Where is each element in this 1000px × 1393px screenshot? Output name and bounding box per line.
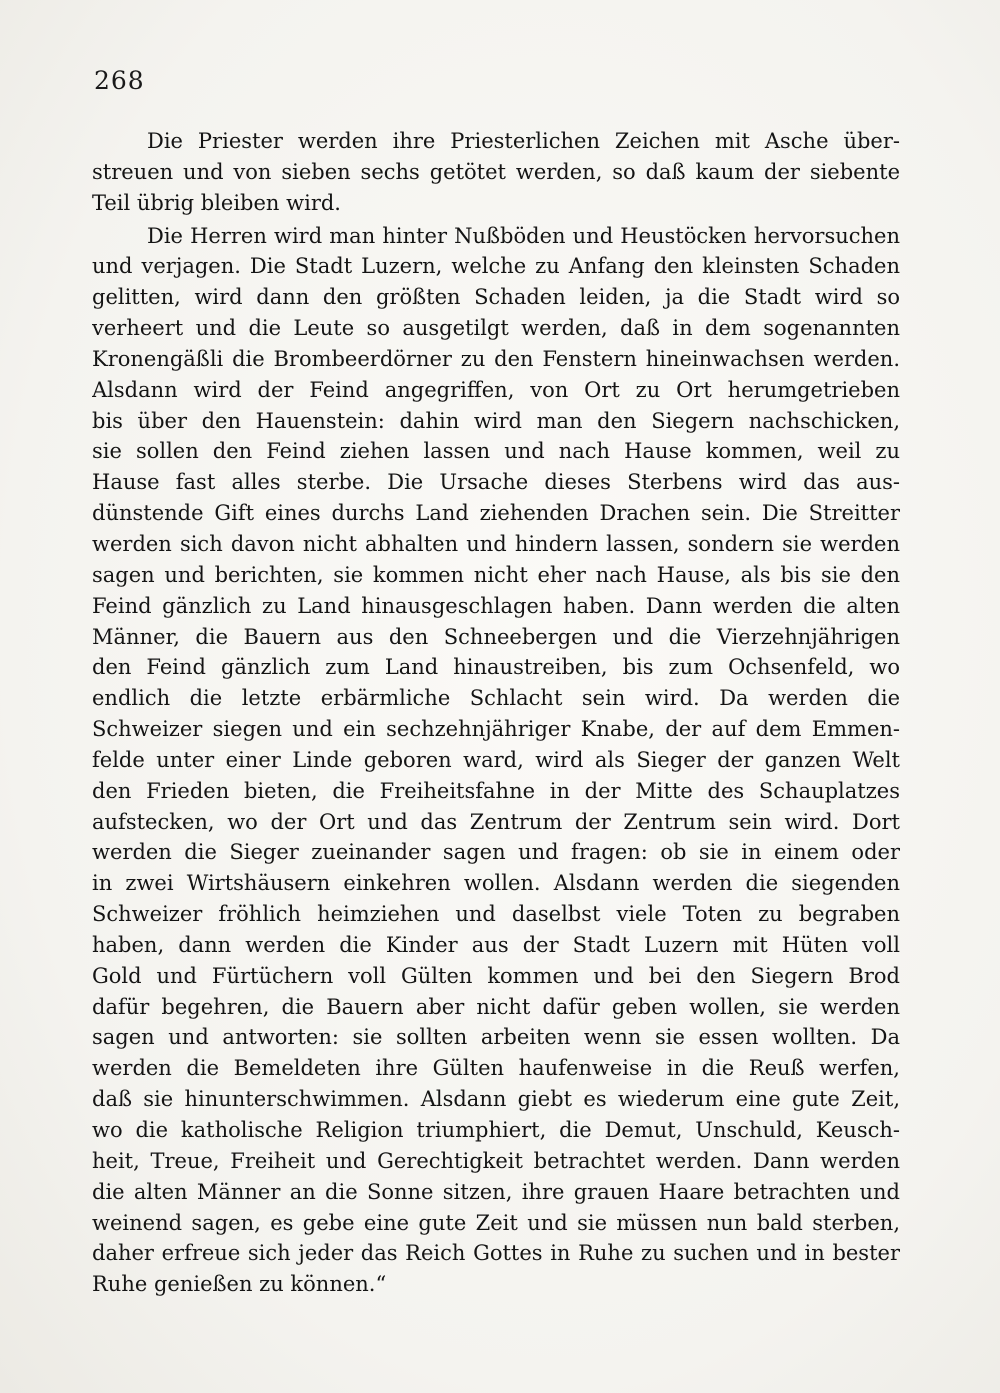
text-line: daß sie hinunterschwimmen. Alsdann giebt es wiederum eine gute Zeit, (92, 1087, 900, 1112)
text-line: dünstende Gift eines durchs Land ziehenden Drachen sein. Die Streitter (92, 501, 900, 526)
text-line: Ruhe genießen zu können.“ (92, 1272, 387, 1297)
text-line: streuen und von sieben sechs getötet werden, so daß kaum der siebente (92, 159, 900, 184)
text-line: weinend sagen, es gebe eine gute Zeit und sie müssen nun bald sterben, (92, 1210, 900, 1235)
text-line: endlich die letzte erbärmliche Schlacht sein wird. Da werden die (92, 686, 900, 711)
text-line: den Frieden bieten, die Freiheitsfahne in der Mitte des Schauplatzes (92, 778, 900, 803)
text-line: sagen und antworten: sie sollten arbeiten wenn sie essen wollten. Da (92, 1025, 900, 1050)
text-line: felde unter einer Linde geboren ward, wird als Sieger der ganzen Welt (92, 747, 900, 772)
text-line: Schweizer siegen und ein sechzehnjähriger Knabe, der auf dem Emmen- (92, 717, 900, 742)
text-line: Männer, die Bauern aus den Schneebergen und die Vierzehnjährigen (92, 624, 900, 649)
paragraph (92, 221, 900, 1301)
text-line: Hause fast alles sterbe. Die Ursache dieses Sterbens wird das aus- (92, 470, 900, 495)
text-line: werden sich davon nicht abhalten und hindern lassen, sondern sie werden (92, 531, 900, 556)
text-line: wo die katholische Religion triumphiert, die Demut, Unschuld, Keusch- (92, 1118, 900, 1142)
text-line: den Feind gänzlich zum Land hinaustreiben, bis zum Ochsenfeld, wo (92, 655, 900, 680)
text-line: Die Herren wird man hinter Nußböden und Heustöcken hervorsuchen (147, 223, 900, 248)
text-line: in zwei Wirtshäusern einkehren wollen. Alsdann werden die siegenden (92, 871, 900, 896)
text-line: Feind gänzlich zu Land hinausgeschlagen haben. Dann werden die alten (92, 593, 900, 618)
text-line: Alsdann wird der Feind angegriffen, von Ort zu Ort herumgetrieben (92, 377, 900, 402)
text-line: Die Priester werden ihre Priesterlichen Zeichen mit Asche über- (147, 129, 900, 153)
text-line: Schweizer fröhlich heimziehen und daselbst viele Toten zu begraben (92, 902, 900, 927)
text-line: aufstecken, wo der Ort und das Zentrum der Zentrum sein wird. Dort (92, 809, 900, 834)
text-line: Kronengäßli die Brombeerdörner zu den Fenstern hineinwachsen werden. (92, 346, 900, 371)
text-line: gelitten, wird dann den größten Schaden leiden, ja die Stadt wird so (92, 285, 900, 310)
text-line: verheert und die Leute so ausgetilgt werden, daß in dem sogenannten (92, 316, 900, 341)
text-line: heit, Treue, Freiheit und Gerechtigkeit betrachtet werden. Dann werden (92, 1148, 900, 1173)
text-line: werden die Bemeldeten ihre Gülten haufenweise in die Reuß werfen, (92, 1056, 900, 1081)
body-text (92, 126, 900, 1300)
text-line: Gold und Fürtüchern voll Gülten kommen und bei den Siegern Brod (92, 963, 900, 988)
text-line: dafür begehren, die Bauern aber nicht dafür geben wollen, sie werden (92, 994, 900, 1019)
text-line: bis über den Hauenstein: dahin wird man den Siegern nachschicken, (92, 408, 900, 433)
paragraph (92, 126, 900, 219)
text-line: sagen und berichten, sie kommen nicht eher nach Hause, als bis sie den (92, 562, 900, 587)
text-line: die alten Männer an die Sonne sitzen, ihre grauen Haare betrachten und (92, 1179, 900, 1204)
text-line: daher erfreue sich jeder das Reich Gottes in Ruhe zu suchen und in bester (92, 1241, 900, 1266)
page-number: 268 (94, 66, 145, 95)
text-line: Teil übrig bleiben wird. (92, 190, 341, 215)
text-line: sie sollen den Feind ziehen lassen und nach Hause kommen, weil zu (92, 439, 900, 464)
text-line: werden die Sieger zueinander sagen und fragen: ob sie in einem oder (92, 840, 900, 865)
text-line: und verjagen. Die Stadt Luzern, welche zu Anfang den kleinsten Schaden (92, 254, 900, 279)
text-line: haben, dann werden die Kinder aus der Stadt Luzern mit Hüten voll (92, 932, 900, 957)
